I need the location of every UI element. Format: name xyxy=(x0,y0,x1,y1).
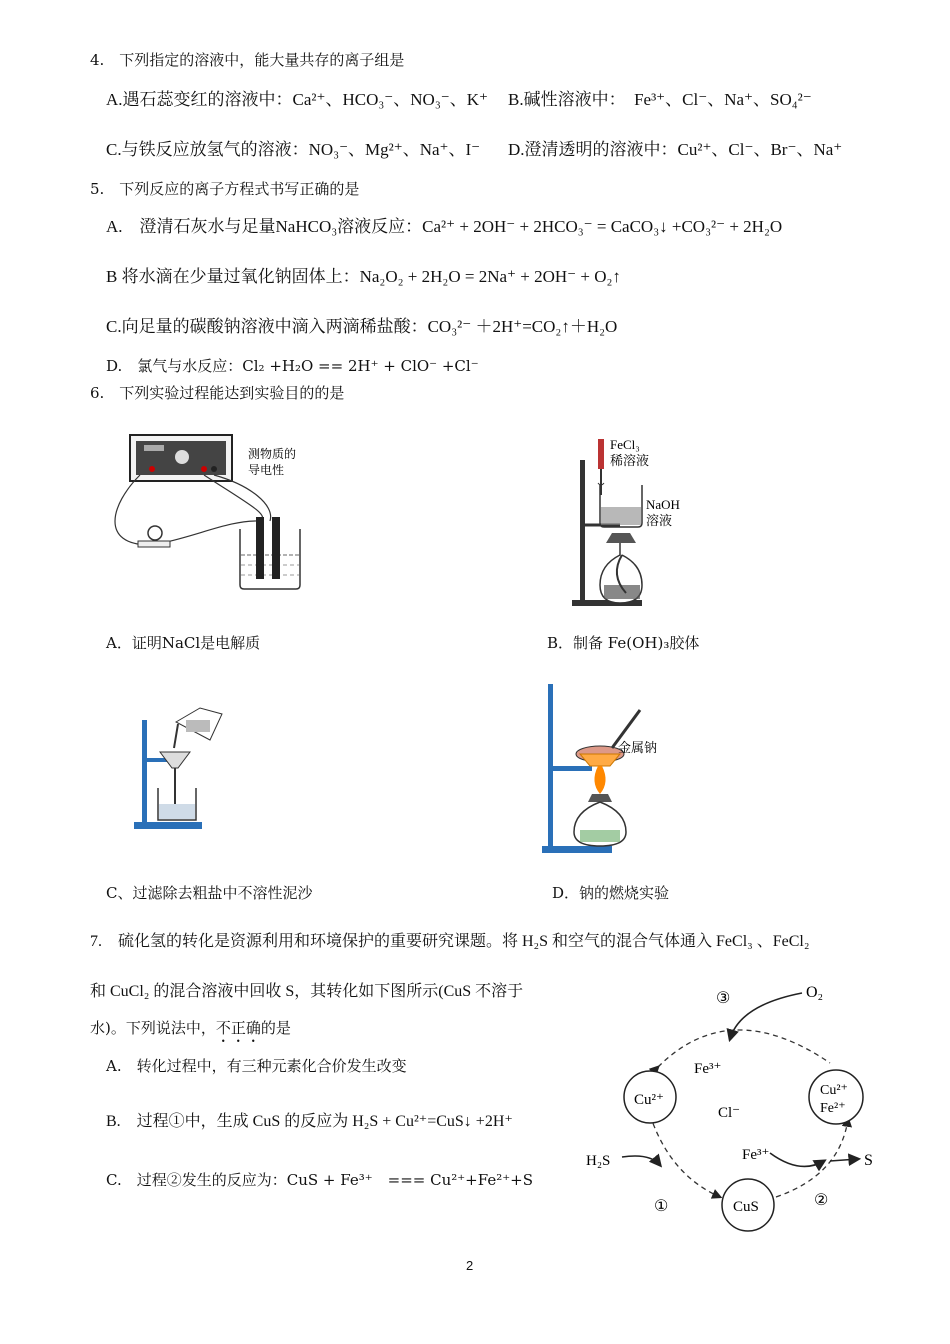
label-fecl3: FeCl₃ xyxy=(610,437,640,452)
q5-stem: 5. 下列反应的离子方程式书写正确的是 xyxy=(90,180,360,198)
q7-stem-line3-start: 水)。下列说法中， xyxy=(90,1019,216,1037)
q7-emphasis: 不正确 xyxy=(215,1019,261,1037)
cycle-cu2: Cu²⁺ xyxy=(634,1092,664,1108)
q6-option-a: A．证明NaCl是电解质 xyxy=(106,634,261,652)
colloid-apparatus xyxy=(560,425,740,610)
cycle-s: S xyxy=(864,1152,873,1169)
q4-option-d: D.澄清透明的溶液中：Cu²⁺、Cl⁻、Br⁻、Na⁺ xyxy=(508,140,843,159)
conductivity-label-1: 测物质的 xyxy=(248,447,297,461)
conversion-cycle-diagram xyxy=(580,975,890,1240)
q7-stem-line1: 7. 硫化氢的转化是资源利用和环境保护的重要研究课题。将 H₂S 和空气的混合气体通入 FeCl₃ 、FeCl₂ xyxy=(90,933,810,950)
label-fecl3-2: 稀溶液 xyxy=(610,453,650,468)
q7-stem-line2: 和 CuCl₂ 的混合溶液中回收 S，其转化如下图所示(CuS 不溶于 xyxy=(90,983,524,1000)
cycle-fe3-top: Fe³⁺ xyxy=(694,1061,722,1077)
cycle-o2: O₂ xyxy=(806,984,824,1001)
q4-option-a: A.遇石蕊变红的溶液中：Ca²⁺、HCO₃⁻、NO₃⁻、K⁺ xyxy=(106,90,488,109)
q5-option-a: A. 澄清石灰水与足量NaHCO₃溶液反应：Ca²⁺ + 2OH⁻ + 2HCO₃⁻ = CaCO₃↓ +CO₃²⁻ + 2H₂O xyxy=(106,217,783,236)
q7-stem-line3-end: 的是 xyxy=(260,1019,291,1037)
q5-option-b: B 将水滴在少量过氧化钠固体上：Na₂O₂ + 2H₂O = 2Na⁺ + 2OH⁻ + O₂↑ xyxy=(106,267,621,286)
label-naoh-2: 溶液 xyxy=(646,513,673,528)
q6-stem: 6. 下列实验过程能达到实验目的的是 xyxy=(90,384,345,402)
cycle-cl: Cl⁻ xyxy=(718,1105,741,1121)
q6-option-b: B．制备 Fe(OH)₃胶体 xyxy=(547,634,700,652)
q4-option-b: B.碱性溶液中： Fe³⁺、Cl⁻、Na⁺、SO₄²⁻ xyxy=(508,90,812,109)
q4-option-c: C.与铁反应放氢气的溶液：NO₃⁻、Mg²⁺、Na⁺、I⁻ xyxy=(106,140,481,159)
filtration-apparatus xyxy=(130,700,240,835)
q6-option-d: D．钠的燃烧实验 xyxy=(552,884,670,902)
q4-stem: 4. 下列指定的溶液中，能大量共存的离子组是 xyxy=(90,51,405,69)
cycle-step-1: ① xyxy=(654,1198,669,1215)
cycle-fe2-right: Fe²⁺ xyxy=(820,1101,846,1116)
cycle-h2s: H₂S xyxy=(586,1153,611,1169)
cycle-step-2: ② xyxy=(814,1192,829,1209)
label-sodium: 金属钠 xyxy=(618,740,658,755)
cycle-fe3-bottom: Fe³⁺ xyxy=(742,1147,770,1163)
conductivity-apparatus xyxy=(100,425,420,605)
q5-option-c: C.向足量的碳酸钠溶液中滴入两滴稀盐酸：CO₃²⁻ ＋2H⁺=CO₂↑＋H₂O xyxy=(106,317,618,336)
page-number: 2 xyxy=(466,1258,474,1273)
cycle-cu2-right: Cu²⁺ xyxy=(820,1083,848,1098)
conductivity-label-2: 导电性 xyxy=(248,463,285,477)
q7-option-b: B. 过程①中，生成 CuS 的反应为 H₂S + Cu²⁺=CuS↓ +2H⁺ xyxy=(106,1113,513,1130)
q5-option-d: D. 氯气与水反应：Cl₂ +H₂O == 2H⁺ + ClO⁻ +Cl⁻ xyxy=(106,357,479,375)
label-naoh: NaOH xyxy=(646,497,680,512)
cycle-step-3: ③ xyxy=(716,990,731,1007)
q6-option-c: C、过滤除去粗盐中不溶性泥沙 xyxy=(106,884,313,902)
q7-option-a: A. 转化过程中，有三种元素化合价发生改变 xyxy=(106,1057,407,1075)
q7-option-c: C. 过程②发生的反应为：CuS + Fe³⁺ === Cu²⁺+Fe²⁺+S xyxy=(106,1171,533,1189)
q7-stem-line3 xyxy=(90,1018,291,1046)
sodium-burning-apparatus xyxy=(540,682,670,857)
cycle-cus: CuS xyxy=(733,1199,759,1215)
